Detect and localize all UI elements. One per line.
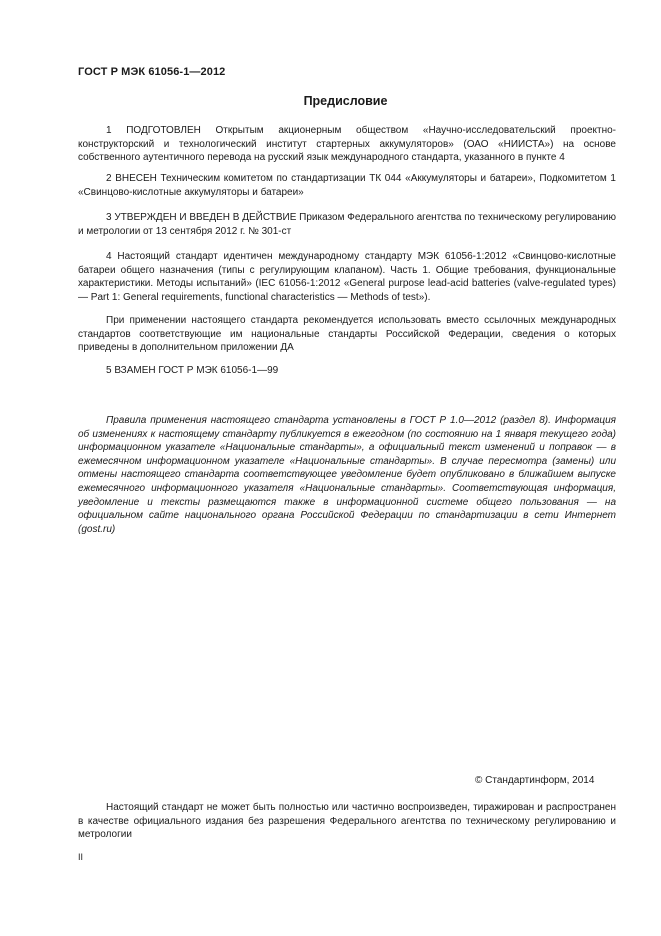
paragraph-replaces: 5 ВЗАМЕН ГОСТ Р МЭК 61056-1—99 <box>106 365 279 376</box>
document-header: ГОСТ Р МЭК 61056-1—2012 <box>78 66 226 78</box>
paragraph-identical-standard: 4 Настоящий стандарт идентичен международному стандарту МЭК 61056-1:2012 «Свинцово-кислотные батареи общего назначения (типы с регулирующим клапаном). Часть 1. Общие требования, функциональные характеристики. Методы испытаний» (IEC 61056-1:2012 «General purpose lead-acid batteries (valve-regulated types) — Part 1: General requirements, functional characteristics — Methods of test»). <box>78 251 616 303</box>
paragraph-approved: 3 УТВЕРЖДЕН И ВВЕДЕН В ДЕЙСТВИЕ Приказом Федерального агентства по техническому регулированию и метрологии от 13 сентября 2012 г. № 301-ст <box>78 212 616 237</box>
section-title: Предисловие <box>303 94 388 108</box>
copyright-line: © Стандартинформ, 2014 <box>475 775 595 786</box>
page-number: II <box>78 852 84 862</box>
paragraph-prepared-by: 1 ПОДГОТОВЛЕН Открытым акционерным обществом «Научно-исследовательский проектно-конструкторский и технологический институт стартерных аккумуляторов» (ОАО «НИИСТА») на основе собственного аутентичного перевода на русский язык международного стандарта, указанного в пункте 4 <box>78 125 616 164</box>
reproduction-notice: Настоящий стандарт не может быть полностью или частично воспроизведен, тиражирован и распространен в качестве официального издания без разрешения Федерального агентства по техническому регулированию и метрологии <box>78 802 616 841</box>
paragraph-references-note: При применении настоящего стандарта рекомендуется использовать вместо ссылочных международных стандартов соответствующие им национальные стандарты Российской Федерации, сведения о которых приведены в дополнительном приложении ДА <box>78 315 616 354</box>
paragraph-submitted-by: 2 ВНЕСЕН Техническим комитетом по стандартизации ТК 044 «Аккумуляторы и батареи», Подкомитетом 1 «Свинцово-кислотные аккумуляторы и батареи» <box>78 173 616 198</box>
application-rules-notice: Правила применения настоящего стандарта установлены в ГОСТ Р 1.0—2012 (раздел 8). Информация об изменениях к настоящему стандарту публикуется в ежегодном (по состоянию на 1 января текущего года) информационном указателе «Национальные стандарты», а официальный текст изменений и поправок — в ежемесячном информационном указателе «Национальные стандарты». В случае пересмотра (замены) или отмены настоящего стандарта соответствующее уведомление будет опубликовано в ближайшем выпуске ежемесячного информационного указателя «Национальные стандарты». Соответствующая информация, уведомление и тексты размещаются также в информационной системе общего пользования — на официальном сайте национального органа Российской Федерации по стандартизации в сети Интернет (gost.ru) <box>78 415 616 535</box>
